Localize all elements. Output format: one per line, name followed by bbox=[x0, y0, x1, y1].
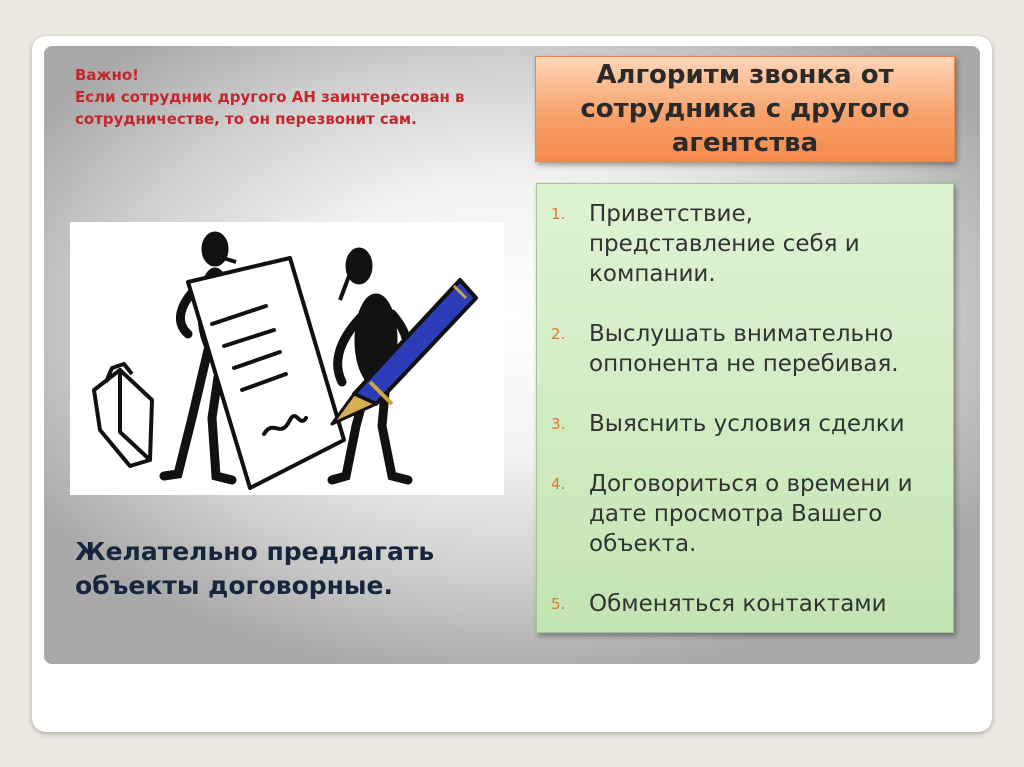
list-item bbox=[551, 319, 943, 379]
step-text: Обменяться контактами bbox=[589, 591, 887, 617]
briefcase-icon bbox=[94, 364, 152, 466]
step-number: 5. bbox=[551, 595, 566, 613]
step-text: Выслушать внимательно оппонента не перебивая. bbox=[589, 321, 899, 377]
step-number: 1. bbox=[551, 205, 566, 223]
step-text: Выяснить условия сделки bbox=[589, 411, 905, 437]
important-note bbox=[75, 64, 525, 130]
list-item bbox=[551, 469, 943, 559]
step-number: 3. bbox=[551, 415, 566, 433]
steps-box bbox=[536, 183, 954, 633]
note-label: Важно! bbox=[75, 66, 139, 84]
contract-signing-illustration bbox=[70, 222, 504, 495]
note-text: Если сотрудник другого АН заинтересован в сотрудничестве, то он перезвонит сам. bbox=[75, 88, 465, 128]
list-item bbox=[551, 589, 943, 619]
caption-text: Желательно предлагать объекты договорные. bbox=[75, 537, 435, 600]
steps-list bbox=[537, 184, 953, 619]
step-number: 2. bbox=[551, 325, 566, 343]
step-number: 4. bbox=[551, 475, 566, 493]
list-item bbox=[551, 409, 943, 439]
list-item bbox=[551, 199, 943, 289]
step-text: Приветствие, представление себя и компании. bbox=[589, 201, 860, 287]
step-text: Договориться о времени и дате просмотра Вашего объекта. bbox=[589, 471, 913, 557]
pen-icon bbox=[332, 280, 476, 424]
title-box bbox=[535, 56, 955, 162]
slide-title: Алгоритм звонка от сотрудника с другого агентства bbox=[580, 60, 910, 158]
